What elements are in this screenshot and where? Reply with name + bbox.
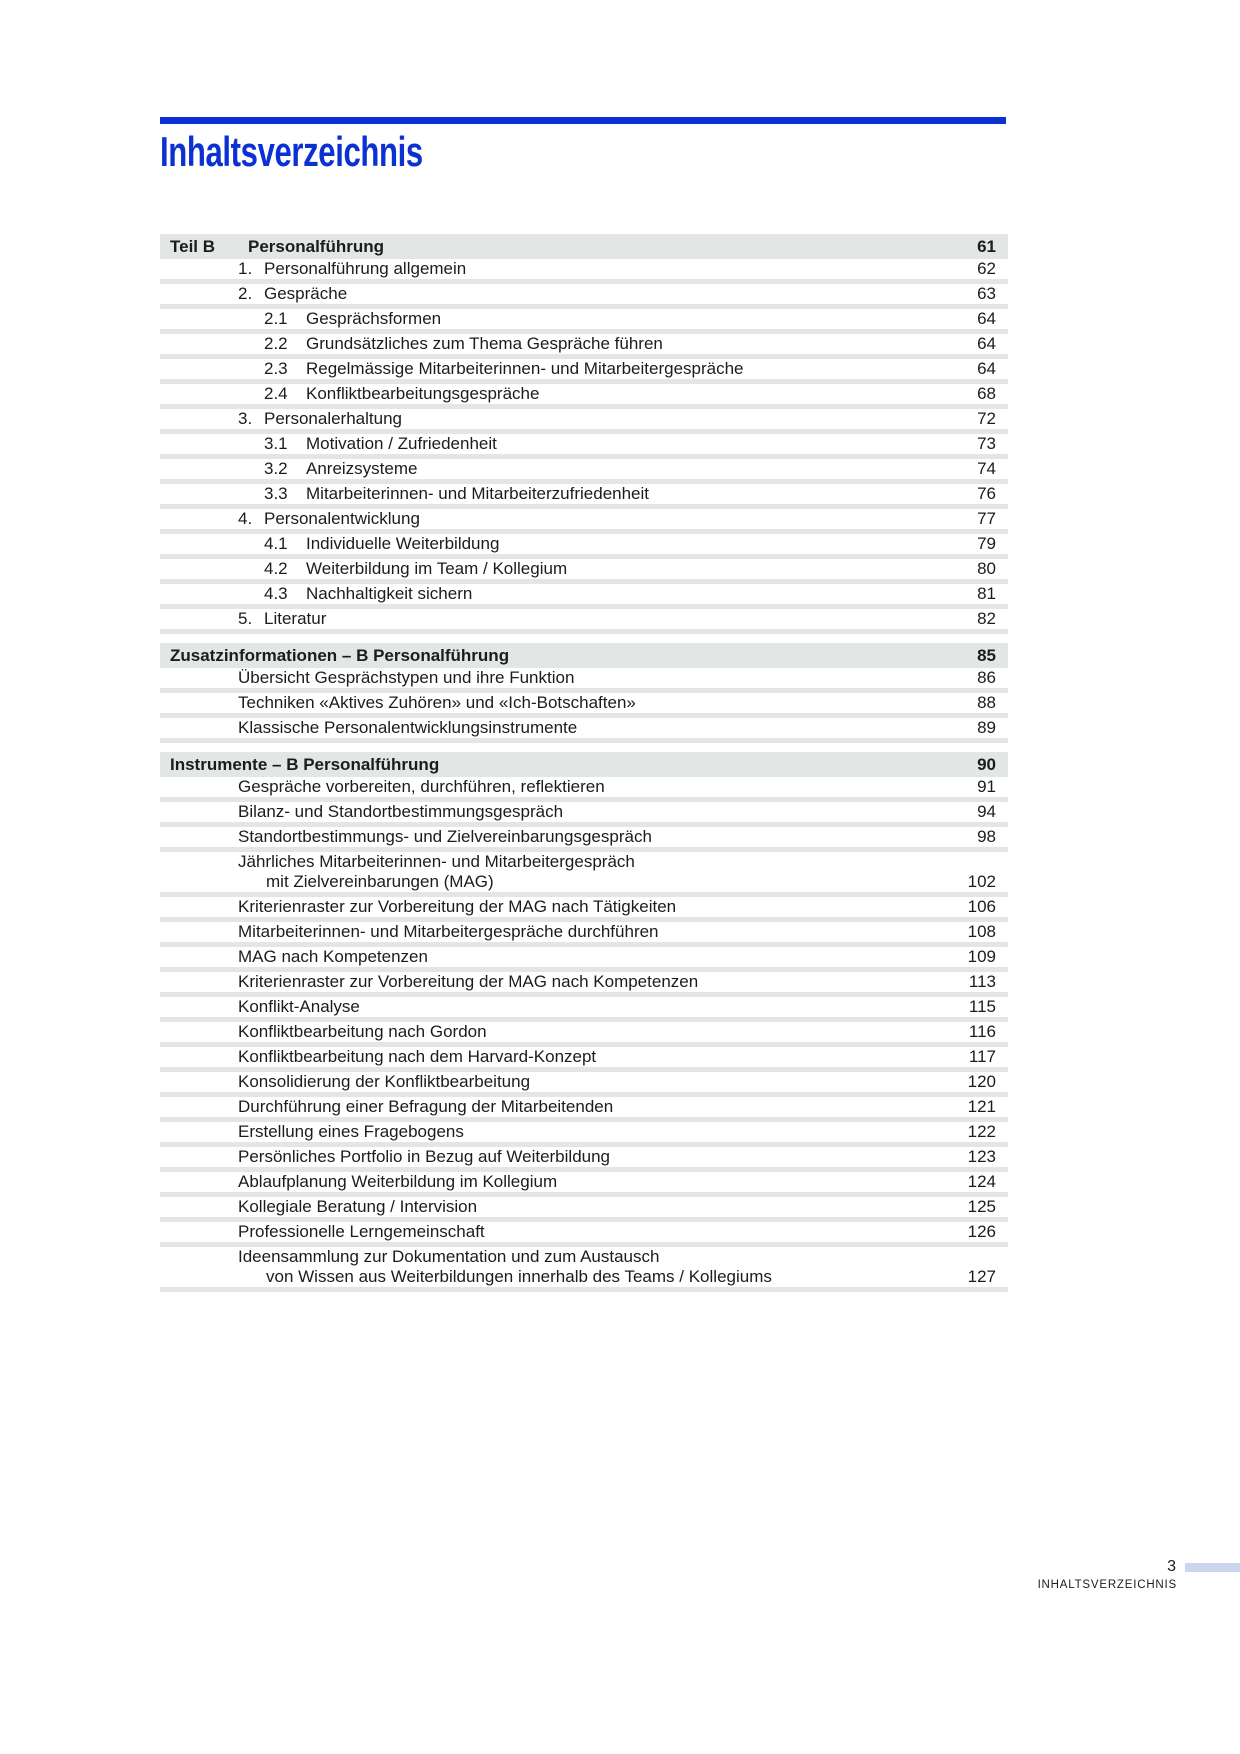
- row-text: [264, 259, 962, 279]
- row-text: [238, 718, 962, 738]
- row-text-line: Kollegiale Beratung / Intervision: [238, 1197, 478, 1216]
- row-text: [238, 1247, 962, 1287]
- toc-row: [160, 334, 1008, 359]
- row-page: 126: [967, 1222, 996, 1241]
- row-number: 3.: [238, 409, 253, 428]
- toc-row: [160, 534, 1008, 559]
- row-text: [238, 827, 962, 847]
- row-page: 91: [977, 777, 996, 796]
- row-text: [238, 1097, 962, 1117]
- page-title: Inhaltsverzeichnis: [160, 128, 423, 175]
- toc-row: [160, 384, 1008, 409]
- toc-row: [160, 668, 1008, 693]
- row-text-line: Konfliktbearbeitungsgespräche: [306, 384, 540, 403]
- row-page: 120: [967, 1072, 996, 1091]
- row-text: [306, 434, 962, 454]
- toc-row: [160, 1047, 1008, 1072]
- row-number: 3.2: [264, 459, 288, 478]
- row-page: 63: [977, 284, 996, 303]
- row-number: 1.: [238, 259, 253, 278]
- row-page: 127: [967, 1267, 996, 1286]
- row-page: 74: [977, 459, 996, 478]
- row-text-line: Standortbestimmungs- und Zielvereinbarungsgespräch: [238, 827, 652, 846]
- row-text-line: Erstellung eines Fragebogens: [238, 1122, 464, 1141]
- row-text-line-2: von Wissen aus Weiterbildungen innerhalb des Teams / Kollegiums: [266, 1267, 772, 1286]
- toc-row: [160, 718, 1008, 743]
- toc-row: [160, 609, 1008, 634]
- row-page: 72: [977, 409, 996, 428]
- row-text: [306, 334, 962, 354]
- toc-row: [160, 972, 1008, 997]
- row-text: [238, 922, 962, 942]
- row-text-line: Individuelle Weiterbildung: [306, 534, 500, 553]
- row-text-line: Grundsätzliches zum Thema Gespräche führen: [306, 334, 663, 353]
- row-text: [238, 972, 962, 992]
- row-page: 94: [977, 802, 996, 821]
- toc-row: [160, 1147, 1008, 1172]
- row-text: [238, 1197, 962, 1217]
- row-text-line: Regelmässige Mitarbeiterinnen- und Mitarbeitergespräche: [306, 359, 744, 378]
- row-text: [306, 384, 962, 404]
- row-text-line: Mitarbeiterinnen- und Mitarbeitergespräche durchführen: [238, 922, 659, 941]
- row-text-line: MAG nach Kompetenzen: [238, 947, 428, 966]
- row-text: [238, 897, 962, 917]
- toc-row: [160, 827, 1008, 852]
- row-page: 109: [967, 947, 996, 966]
- row-page: 102: [967, 872, 996, 891]
- row-number: 4.1: [264, 534, 288, 553]
- toc-row: [160, 1122, 1008, 1147]
- row-page: 98: [977, 827, 996, 846]
- row-text-line: Persönliches Portfolio in Bezug auf Weiterbildung: [238, 1147, 611, 1166]
- row-page: 64: [977, 359, 996, 378]
- row-text: [264, 284, 962, 304]
- row-text: [238, 668, 962, 688]
- row-text-line: Professionelle Lerngemeinschaft: [238, 1222, 485, 1241]
- row-text: [238, 777, 962, 797]
- section-title: Personalführung: [248, 236, 385, 256]
- row-text-line: Ideensammlung zur Dokumentation und zum Austausch: [238, 1247, 660, 1266]
- section-title: Zusatzinformationen – B Personalführung: [170, 645, 510, 665]
- row-text-line: Techniken «Aktives Zuhören» und «Ich-Botschaften»: [238, 693, 636, 712]
- toc-row: [160, 259, 1008, 284]
- part-label: Teil B: [170, 236, 216, 256]
- row-page: 64: [977, 334, 996, 353]
- row-number: 4.: [238, 509, 253, 528]
- row-page: 64: [977, 309, 996, 328]
- row-text: [238, 693, 962, 713]
- row-text: [238, 1047, 962, 1067]
- row-text: [264, 609, 962, 629]
- page-footer: [920, 1559, 1240, 1591]
- row-text: [238, 1072, 962, 1092]
- row-text-line: Ablaufplanung Weiterbildung im Kollegium: [238, 1172, 558, 1191]
- toc-row: [160, 484, 1008, 509]
- row-text-line: Übersicht Gesprächstypen und ihre Funktion: [238, 668, 575, 687]
- row-page: 108: [967, 922, 996, 941]
- toc-row: [160, 284, 1008, 309]
- toc-section-header: [160, 643, 1008, 668]
- toc-row: [160, 852, 1008, 897]
- toc-row: [160, 559, 1008, 584]
- footer-accent-bar: [1185, 1563, 1240, 1572]
- row-number: 4.2: [264, 559, 288, 578]
- toc-section-header: [160, 234, 1008, 259]
- footer-page-number: 3: [1167, 1558, 1176, 1575]
- row-text-line: Klassische Personalentwicklungsinstrumente: [238, 718, 578, 737]
- row-text-line: Konflikt-Analyse: [238, 997, 360, 1016]
- row-page: 77: [977, 509, 996, 528]
- row-text: [238, 947, 962, 967]
- toc-row: [160, 1072, 1008, 1097]
- row-page: 125: [967, 1197, 996, 1216]
- row-text: [306, 484, 962, 504]
- toc-row: [160, 1247, 1008, 1292]
- toc-section-header: [160, 752, 1008, 777]
- row-page: 121: [967, 1097, 996, 1116]
- toc-row: [160, 1172, 1008, 1197]
- row-text: [238, 852, 962, 892]
- row-page: 124: [967, 1172, 996, 1191]
- toc-row: [160, 777, 1008, 802]
- row-number: 4.3: [264, 584, 288, 603]
- row-text-line: Konfliktbearbeitung nach Gordon: [238, 1022, 487, 1041]
- row-text-line: Kriterienraster zur Vorbereitung der MAG nach Kompetenzen: [238, 972, 699, 991]
- row-number: 2.1: [264, 309, 288, 328]
- section-title: Instrumente – B Personalführung: [170, 754, 440, 774]
- toc-row: [160, 997, 1008, 1022]
- row-number: 2.2: [264, 334, 288, 353]
- row-text-line: Weiterbildung im Team / Kollegium: [306, 559, 568, 578]
- row-text: [238, 1147, 962, 1167]
- row-number: 3.3: [264, 484, 288, 503]
- row-page: 88: [977, 693, 996, 712]
- row-page: 76: [977, 484, 996, 503]
- row-number: 5.: [238, 609, 253, 628]
- row-page: 81: [977, 584, 996, 603]
- toc-row: [160, 309, 1008, 334]
- row-text: [306, 359, 962, 379]
- row-text-line: Literatur: [264, 609, 327, 628]
- footer-top-row: [920, 1559, 1240, 1575]
- row-text: [238, 1172, 962, 1192]
- row-text-line: Personalführung allgemein: [264, 259, 467, 278]
- row-page: 62: [977, 259, 996, 278]
- section-page: 61: [977, 236, 996, 256]
- toc-row: [160, 1097, 1008, 1122]
- row-page: 106: [967, 897, 996, 916]
- row-text-line: Kriterienraster zur Vorbereitung der MAG nach Tätigkeiten: [238, 897, 677, 916]
- row-number: 2.4: [264, 384, 288, 403]
- row-page: 122: [967, 1122, 996, 1141]
- row-text-line: Gesprächsformen: [306, 309, 442, 328]
- row-text: [238, 1122, 962, 1142]
- section-page: 90: [977, 754, 996, 774]
- row-text: [264, 509, 962, 529]
- row-page: 89: [977, 718, 996, 737]
- row-text-line: Gespräche vorbereiten, durchführen, reflektieren: [238, 777, 605, 796]
- title-rule: [160, 117, 1006, 124]
- row-page: 115: [968, 997, 996, 1016]
- row-text: [238, 1222, 962, 1242]
- footer-section-label: INHALTSVERZEICHNIS: [1037, 1579, 1177, 1591]
- row-number: 3.1: [264, 434, 288, 453]
- row-text: [238, 1022, 962, 1042]
- row-text-line: Gespräche: [264, 284, 348, 303]
- toc-row: [160, 434, 1008, 459]
- row-page: 113: [968, 972, 996, 991]
- row-text-line: Durchführung einer Befragung der Mitarbeitenden: [238, 1097, 614, 1116]
- row-text: [306, 584, 962, 604]
- toc-row: [160, 693, 1008, 718]
- row-text: [238, 802, 962, 822]
- toc-row: [160, 584, 1008, 609]
- row-text-line: Motivation / Zufriedenheit: [306, 434, 497, 453]
- toc-row: [160, 359, 1008, 384]
- row-text-line: Konfliktbearbeitung nach dem Harvard-Konzept: [238, 1047, 597, 1066]
- toc-row: [160, 459, 1008, 484]
- row-page: 116: [968, 1022, 996, 1041]
- row-text-line: Personalerhaltung: [264, 409, 402, 428]
- toc-row: [160, 922, 1008, 947]
- row-page: 68: [977, 384, 996, 403]
- row-text: [306, 309, 962, 329]
- row-page: 80: [977, 559, 996, 578]
- row-text: [264, 409, 962, 429]
- row-text: [306, 559, 962, 579]
- row-text: [306, 459, 962, 479]
- row-text-line: Personalentwicklung: [264, 509, 420, 528]
- toc-row: [160, 897, 1008, 922]
- row-text: [306, 534, 962, 554]
- toc-row: [160, 1022, 1008, 1047]
- toc-row: [160, 802, 1008, 827]
- row-text-line: Bilanz- und Standortbestimmungsgespräch: [238, 802, 564, 821]
- row-page: 86: [977, 668, 996, 687]
- toc-row: [160, 409, 1008, 434]
- row-text-line: Mitarbeiterinnen- und Mitarbeiterzufriedenheit: [306, 484, 650, 503]
- row-text-line-2: mit Zielvereinbarungen (MAG): [266, 872, 494, 891]
- section-page: 85: [977, 645, 996, 665]
- row-text: [238, 997, 962, 1017]
- toc-row: [160, 947, 1008, 972]
- row-text-line: Konsolidierung der Konfliktbearbeitung: [238, 1072, 531, 1091]
- row-page: 82: [977, 609, 996, 628]
- toc-row: [160, 1222, 1008, 1247]
- toc-table: [160, 234, 1008, 1292]
- toc-row: [160, 1197, 1008, 1222]
- row-number: 2.: [238, 284, 253, 303]
- toc-row: [160, 509, 1008, 534]
- row-page: 73: [977, 434, 996, 453]
- row-number: 2.3: [264, 359, 288, 378]
- row-text-line: Anreizsysteme: [306, 459, 418, 478]
- row-page: 123: [967, 1147, 996, 1166]
- row-page: 79: [977, 534, 996, 553]
- row-page: 117: [968, 1047, 996, 1066]
- row-text-line: Nachhaltigkeit sichern: [306, 584, 473, 603]
- row-text-line: Jährliches Mitarbeiterinnen- und Mitarbeitergespräch: [238, 852, 635, 871]
